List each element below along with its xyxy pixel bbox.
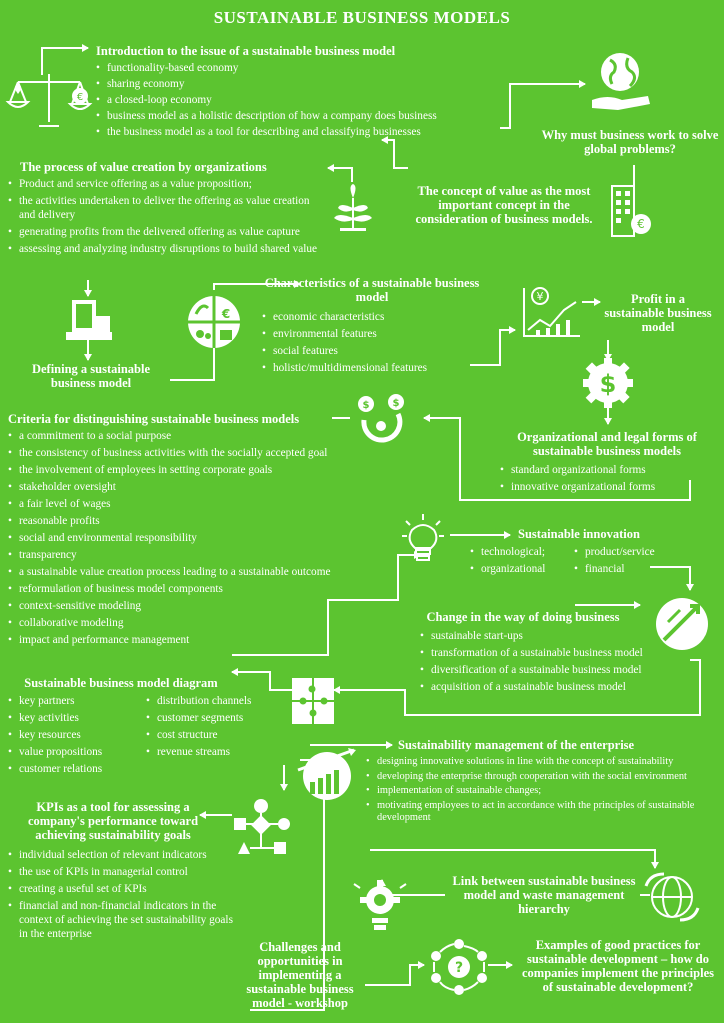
challenges-heading: Challenges and opportunities in implementing a sustainable business model - workshop [246, 940, 354, 1010]
list-item: • the involvement of employees in setting corporate goals [8, 463, 370, 477]
growth-chart-icon [520, 286, 582, 340]
list-item: • generating profits from the delivered offering as value capture [8, 225, 324, 239]
idea-gear-icon [352, 876, 408, 936]
value-creation-block [8, 160, 324, 259]
list-item: • the business model as a tool for describing and classifying businesses [96, 125, 496, 139]
list-item: • reformulation of business model components [8, 582, 370, 596]
list-item: • developing the enterprise through cooperation with the social environment [366, 771, 716, 784]
list-item: • functionality-based economy [96, 61, 496, 75]
list-item: • motivating employees to act in accordance with the principles of sustainable development [366, 800, 716, 825]
connector-line [170, 348, 214, 380]
list-item: • diversification of a sustainable business model [420, 663, 700, 677]
list-item: • the activities undertaken to deliver the offering as value creation and delivery [8, 194, 324, 222]
management-block [366, 738, 716, 827]
list-item: • customer segments [146, 711, 251, 725]
list-item: • distribution channels [146, 694, 251, 708]
svg-text:€: € [637, 217, 645, 231]
globe-hand-icon [588, 50, 652, 112]
list-item: • a commitment to a social purpose [8, 429, 370, 443]
list-item: • context-sensitive modeling [8, 599, 370, 613]
building-euro-icon [608, 182, 654, 238]
list-item: • individual selection of relevant indicators [8, 848, 238, 862]
list-item: • key activities [8, 711, 146, 725]
list-item: • reasonable profits [8, 514, 370, 528]
list-item: • cost structure [146, 728, 251, 742]
diagram-heading: Sustainable business model diagram [24, 676, 218, 690]
list-item: • sustainable start-ups [420, 629, 700, 643]
profit-heading: Profit in a sustainable business model [604, 292, 712, 334]
podium-icon [62, 298, 114, 342]
svg-text:$: $ [362, 400, 370, 411]
change-heading: Change in the way of doing business [426, 610, 620, 624]
plant-icon [330, 184, 376, 232]
connector-line [328, 168, 352, 182]
list-item: • collaborative modeling [8, 616, 370, 630]
list-item: • transformation of a sustainable business model [420, 646, 700, 660]
innovation-block [470, 527, 720, 579]
list-item: • Product and service offering as a value proposition; [8, 177, 324, 191]
legal-forms-heading: Organizational and legal forms of sustainable business models [517, 430, 697, 458]
list-item: • social features [262, 344, 502, 358]
defining-heading: Defining a sustainable business model [31, 362, 151, 390]
quadrant-circle-icon [186, 294, 242, 350]
list-item: • economic characteristics [262, 310, 502, 324]
list-item: • assessing and analyzing industry disruptions to build shared value [8, 242, 324, 256]
puzzle-icon [290, 676, 336, 726]
intro-block [96, 44, 496, 141]
intro-heading: Introduction to the issue of a sustainable business model [96, 44, 396, 58]
value-creation-heading: The process of value creation by organizations [20, 160, 267, 174]
list-item: • business model as a holistic description of how a company does business [96, 109, 496, 123]
list-item: • financial and non-financial indicators in the context of achieving the set sustainability goals in the enterprise [8, 899, 238, 941]
list-item: • creating a useful set of KPIs [8, 882, 238, 896]
rising-chart-icon [296, 746, 358, 802]
characteristics-heading: Characteristics of a sustainable business model [264, 276, 480, 304]
svg-text:€: € [221, 307, 231, 321]
list-item: • implementation of sustainable changes; [366, 785, 716, 798]
list-item: • financial [574, 562, 655, 576]
list-item: • impact and performance management [8, 633, 370, 647]
list-item: • designing innovative solutions in line with the concept of sustainability [366, 756, 716, 769]
list-item: • environmental features [262, 327, 502, 341]
list-item: • technological; [470, 545, 574, 559]
connector-line [365, 965, 424, 985]
list-item: • standard organizational forms [500, 463, 720, 477]
list-item: • acquisition of a sustainable business model [420, 680, 700, 694]
examples-heading: Examples of good practices for sustainable development – how do companies implement the principles of sustainable development? [521, 938, 714, 994]
kpis-heading: KPIs as a tool for assessing a company's performance toward achieving sustainability goals [27, 800, 199, 842]
list-item: • a closed-loop economy [96, 93, 496, 107]
list-item: • product/service [574, 545, 655, 559]
question-cycle-icon [428, 938, 490, 996]
page-title: SUSTAINABLE BUSINESS MODELS [213, 8, 511, 27]
connector-line [370, 850, 655, 868]
criteria-heading: Criteria for distinguishing sustainable business models [8, 412, 300, 426]
kpis-block [8, 800, 238, 944]
list-item: • revenue streams [146, 745, 251, 759]
value-concept-heading: The concept of value as the most important concept in the consideration of business models. [415, 184, 593, 226]
list-item: • the consistency of business activities with the socially accepted goal [8, 446, 370, 460]
balance-scale-icon [6, 72, 92, 130]
why-business-heading: Why must business work to solve global problems? [541, 128, 719, 156]
list-item: • a sustainable value creation process leading to a sustainable outcome [8, 565, 370, 579]
list-item: • holistic/multidimensional features [262, 361, 502, 375]
waste-heading: Link between sustainable business model and waste management hierarchy [452, 874, 636, 916]
lightbulb-icon [400, 514, 446, 564]
list-item: • key resources [8, 728, 146, 742]
connector-line [42, 48, 88, 75]
list-item: • customer relations [8, 762, 146, 776]
legal-forms-block [494, 430, 720, 497]
list-item: • sharing economy [96, 77, 496, 91]
svg-text:?: ? [454, 960, 464, 976]
connector-line [382, 140, 408, 168]
criteria-block [8, 412, 370, 650]
change-block [420, 610, 700, 697]
list-item: • key partners [8, 694, 146, 708]
list-item: • stakeholder oversight [8, 480, 370, 494]
list-item: • value propositions [8, 745, 146, 759]
list-item: • transparency [8, 548, 370, 562]
list-item: • innovative organizational forms [500, 480, 720, 494]
list-item: • social and environmental responsibility [8, 531, 370, 545]
characteristics-block [262, 276, 502, 378]
list-item: • the use of KPIs in managerial control [8, 865, 238, 879]
connector-line [500, 84, 585, 128]
recycle-globe-icon [644, 872, 700, 922]
innovation-heading: Sustainable innovation [518, 527, 640, 541]
diagram-block [8, 676, 278, 779]
svg-text:$: $ [392, 398, 400, 409]
svg-text:$: $ [599, 370, 617, 398]
svg-text:¥: ¥ [536, 290, 544, 303]
flowchart-icon [230, 796, 292, 858]
svg-text:€: € [76, 92, 84, 103]
management-heading: Sustainability management of the enterprise [398, 738, 635, 752]
dollar-gear-icon [580, 356, 636, 410]
list-item: • a fair level of wages [8, 497, 370, 511]
list-item: • organizational [470, 562, 574, 576]
